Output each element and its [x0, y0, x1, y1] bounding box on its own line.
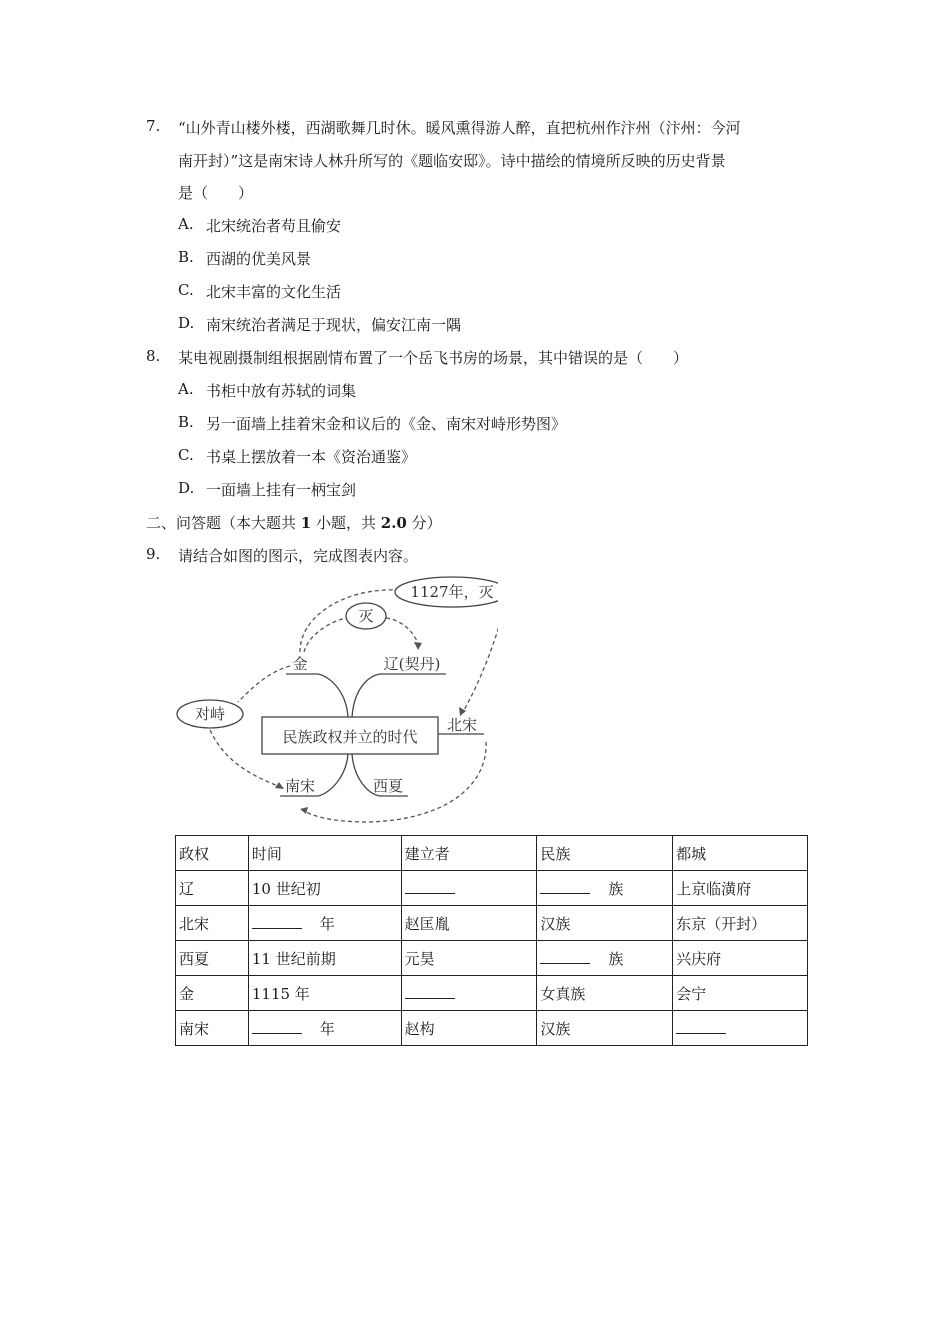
section-2-suffix: 分）	[406, 514, 442, 532]
cell-regime-text: 西夏	[179, 949, 210, 968]
question-8-number: 8.	[146, 347, 161, 365]
cell-time-text: 10 世纪初	[251, 879, 321, 898]
cell-capital	[673, 976, 808, 1011]
cell-ethnic	[537, 976, 673, 1011]
q8-option-d-key: D.	[178, 479, 195, 497]
cell-founder	[401, 906, 537, 941]
regimes-diagram	[168, 574, 498, 830]
cell-regime-text: 北宋	[179, 914, 210, 933]
cell-time-text: 1115 年	[251, 984, 310, 1003]
question-8-line-1: 某电视剧摄制组根据剧情布置了一个岳飞书房的场景，其中错误的是（ ）	[178, 349, 689, 367]
cell-regime	[176, 976, 249, 1011]
table-row	[176, 906, 808, 941]
fill-in-blank[interactable]	[405, 879, 455, 894]
jin-label: 金	[292, 655, 308, 673]
q8-option-c-key: C.	[178, 446, 194, 464]
fill-in-blank[interactable]	[540, 879, 590, 894]
cell-time	[248, 976, 401, 1011]
q8-option-c-text: 书桌上摆放着一本《资治通鉴》	[206, 448, 417, 466]
cell-ethnic-text: 汉族	[540, 914, 571, 933]
cell-time-text: 11 世纪前期	[251, 949, 336, 968]
cell-time-unit: 年	[319, 1019, 335, 1038]
cell-founder	[401, 871, 537, 906]
cell-ethnic	[537, 1011, 673, 1046]
question-7-line-2: 南开封）”这是南宋诗人林升所写的《题临安邸》。诗中描绘的情境所反映的历史背景	[178, 152, 726, 170]
regimes-table	[175, 835, 808, 1046]
section-2-heading	[146, 512, 442, 533]
cell-ethnic	[537, 906, 673, 941]
question-7-number: 7.	[146, 117, 161, 135]
mie-label: 灭	[358, 607, 374, 625]
cell-capital	[673, 941, 808, 976]
question-9-line-1: 请结合如图的图示，完成图表内容。	[178, 547, 419, 565]
arrow-duizhi-to-nansong	[210, 730, 278, 786]
branch-jin	[286, 674, 348, 717]
header-regime: 政权	[176, 836, 249, 871]
liao-label: 辽(契丹)	[383, 655, 441, 673]
q7-option-b-text: 西湖的优美风景	[206, 250, 312, 268]
cell-time	[248, 871, 401, 906]
header-ethnic: 民族	[537, 836, 673, 871]
fill-in-blank[interactable]	[676, 1019, 726, 1034]
cell-regime	[176, 906, 249, 941]
arrowhead-nansong-from-beisong	[300, 807, 308, 814]
cell-ethnic-text: 汉族	[540, 1019, 571, 1038]
duizhi-label: 对峙	[194, 705, 226, 723]
header-time: 时间	[248, 836, 401, 871]
cell-capital	[673, 906, 808, 941]
q7-option-b-key: B.	[178, 248, 194, 266]
cell-founder	[401, 1011, 537, 1046]
arrow-jin-to-duizhi	[238, 666, 290, 702]
cell-capital-text: 上京临潢府	[676, 879, 752, 898]
q8-option-b-text: 另一面墙上挂着宋金和议后的《金、南宋对峙形势图》	[206, 415, 567, 433]
q8-option-a-key: A.	[178, 380, 194, 398]
fill-in-blank[interactable]	[252, 1019, 302, 1034]
section-2-count: 1	[300, 514, 312, 532]
table-row	[176, 941, 808, 976]
cell-founder	[401, 976, 537, 1011]
cell-founder	[401, 941, 537, 976]
cell-capital	[673, 1011, 808, 1046]
arrowhead-nansong-from-duizhi	[275, 782, 284, 789]
q7-option-a-key: A.	[178, 215, 194, 233]
cell-founder-text: 元昊	[404, 949, 435, 968]
arrow-1127-to-beisong	[464, 594, 498, 710]
cell-time	[248, 941, 401, 976]
beisong-label: 北宋	[446, 716, 478, 734]
question-7-line-1: “山外青山楼外楼，西湖歌舞几时休。暖风熏得游人醉，直把杭州作汴州（汴州：今河	[178, 119, 741, 137]
q8-option-b-key: B.	[178, 413, 194, 431]
cell-regime-text: 金	[179, 984, 195, 1003]
section-2-score: 2.0	[380, 514, 407, 532]
cell-ethnic-unit: 族	[608, 949, 624, 968]
nansong-label: 南宋	[284, 777, 316, 795]
cell-capital-text: 兴庆府	[676, 949, 722, 968]
cell-regime	[176, 1011, 249, 1046]
cell-regime	[176, 871, 249, 906]
cell-time	[248, 906, 401, 941]
cell-capital	[673, 871, 808, 906]
q8-option-d-text: 一面墙上挂有一柄宝剑	[206, 481, 357, 499]
cell-time	[248, 1011, 401, 1046]
xixia-label: 西夏	[372, 777, 404, 795]
cell-capital-text: 会宁	[676, 984, 707, 1003]
arrow-mie-to-liao	[386, 618, 418, 644]
fill-in-blank[interactable]	[405, 984, 455, 999]
table-header-row	[176, 836, 808, 871]
branch-liao	[352, 674, 446, 717]
cell-ethnic	[537, 941, 673, 976]
header-founder: 建立者	[401, 836, 537, 871]
q7-option-a-text: 北宋统治者苟且偷安	[206, 217, 342, 235]
cell-ethnic-unit: 族	[608, 879, 624, 898]
fill-in-blank[interactable]	[540, 949, 590, 964]
header-capital: 都城	[673, 836, 808, 871]
table-row	[176, 976, 808, 1011]
question-9-number: 9.	[146, 545, 161, 563]
q7-option-d-key: D.	[178, 314, 195, 332]
q7-option-d-text: 南宋统治者满足于现状，偏安江南一隅	[206, 316, 462, 334]
table-row	[176, 871, 808, 906]
cell-ethnic	[537, 871, 673, 906]
cell-founder-text: 赵构	[404, 1019, 435, 1038]
fill-in-blank[interactable]	[252, 914, 302, 929]
q7-option-c-text: 北宋丰富的文化生活	[206, 283, 342, 301]
q8-option-a-text: 书柜中放有苏轼的词集	[206, 382, 357, 400]
q7-option-c-key: C.	[178, 281, 194, 299]
mie-1127-label: 1127年，灭	[410, 583, 494, 601]
cell-time-unit: 年	[319, 914, 335, 933]
cell-regime-text: 南宋	[179, 1019, 210, 1038]
arrowhead-liao	[414, 642, 422, 650]
center-label: 民族政权并立的时代	[282, 728, 418, 746]
cell-capital-text: 东京（开封）	[676, 914, 767, 933]
cell-ethnic-text: 女真族	[540, 984, 586, 1003]
cell-founder-text: 赵匡胤	[404, 914, 450, 933]
cell-regime	[176, 941, 249, 976]
cell-regime-text: 辽	[179, 879, 195, 898]
section-2-mid: 小题，共	[311, 514, 381, 532]
question-7-line-3: 是（ ）	[178, 184, 254, 202]
table-row	[176, 1011, 808, 1046]
section-2-prefix: 二、问答题（本大题共	[146, 514, 301, 532]
